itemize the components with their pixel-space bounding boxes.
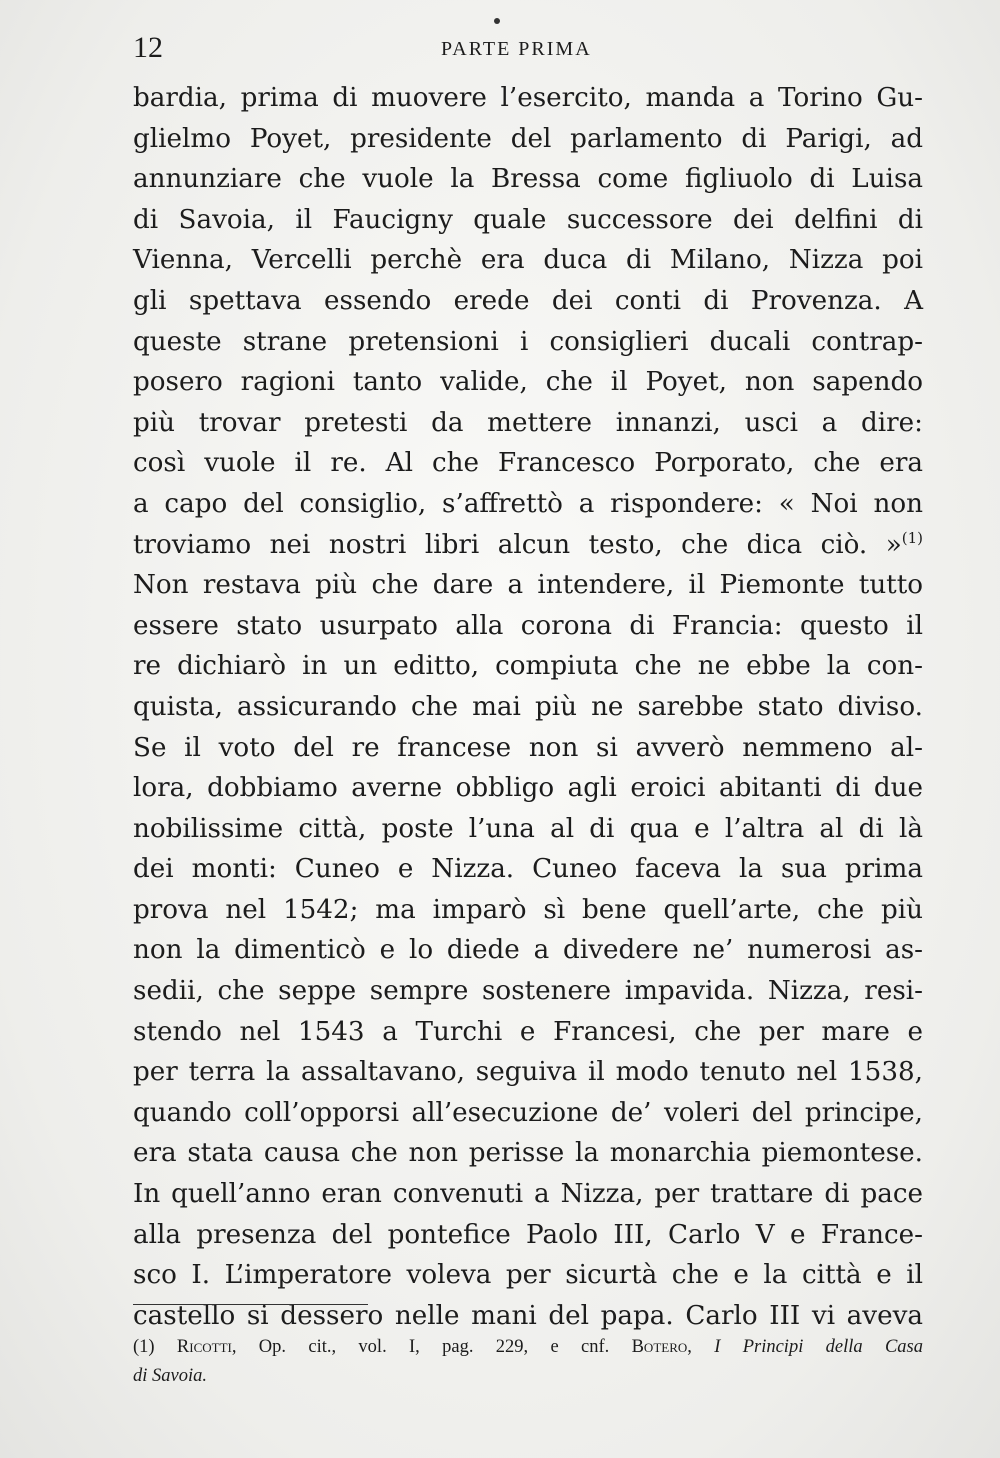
text-line: sedii, che seppe sempre sostenere impavida. Nizza, resi-	[133, 976, 923, 1007]
text-line: In quell’anno eran convenuti a Nizza, per trattare di pace	[133, 1179, 923, 1210]
text-line: Vienna, Vercelli perchè era duca di Milano, Nizza poi	[133, 245, 923, 276]
text-line: annunziare che vuole la Bressa come figliuolo di Luisa	[133, 164, 923, 195]
text-line: quando coll’opporsi all’esecuzione de’ voleri del principe,	[133, 1097, 923, 1128]
footnote-marker: (1)	[133, 1337, 155, 1357]
text-line: gli spettava essendo erede dei conti di Provenza. A	[133, 285, 923, 316]
text-line: queste strane pretensioni i consiglieri ducali contrap-	[133, 326, 923, 357]
text-line-with-footnote-ref	[133, 525, 923, 566]
text-line: Non restava più che dare a intendere, il Piemonte tutto	[133, 570, 923, 601]
text-line: castello si dessero nelle mani del papa. Carlo III vi aveva	[133, 1300, 923, 1331]
text-line: Se il voto del re francese non si avverò nemmeno al-	[133, 732, 923, 763]
text-line: alla presenza del pontefice Paolo III, Carlo V e France-	[133, 1219, 923, 1250]
text-line: così vuole il re. Al che Francesco Porporato, che era	[133, 448, 923, 479]
print-speck	[494, 18, 500, 24]
text-line: glielmo Poyet, presidente del parlamento di Parigi, ad	[133, 123, 923, 154]
footnote-reference[interactable]: (1)	[901, 528, 923, 547]
footnote-line: (1) Ricotti, Op. cit., vol. I, pag. 229, e cnf. Botero, I Principi della Casa	[133, 1337, 924, 1357]
footnote-line	[133, 1362, 923, 1391]
text-line: a capo del consiglio, s’affrettò a rispondere: « Noi non	[133, 488, 923, 519]
text-line-content: troviamo nei nostri libri alcun testo, che dica ciò. »	[133, 529, 902, 560]
text-line: di Savoia, il Faucigny quale successore dei delfini di	[133, 204, 923, 235]
footnote-author: Botero	[631, 1337, 688, 1357]
text-line: essere stato usurpato alla corona di Francia: questo il	[133, 610, 923, 641]
footnote-citation: , Op. cit., vol. I, pag. 229, e cnf.	[231, 1337, 610, 1357]
text-line: lora, dobbiamo averne obbligo agli eroici abitanti di due	[133, 773, 923, 804]
running-head: PARTE PRIMA	[441, 38, 592, 60]
footnote-divider	[133, 1304, 368, 1305]
footnote-title: I Principi della Casa	[714, 1337, 924, 1357]
footnote	[133, 1333, 923, 1391]
body-text	[133, 78, 923, 1336]
text-line: dei monti: Cuneo e Nizza. Cuneo faceva la sua prima	[133, 854, 923, 885]
text-line: re dichiarò in un editto, compiuta che ne ebbe la con-	[133, 651, 923, 682]
footnote-author: Ricotti	[176, 1337, 232, 1357]
text-line: sco I. L’imperatore voleva per sicurtà che e la città e il	[133, 1260, 923, 1291]
text-line: stendo nel 1543 a Turchi e Francesi, che per mare e	[133, 1016, 923, 1047]
text-line: non la dimenticò e lo diede a divedere ne’ numerosi as-	[133, 935, 923, 966]
footnote-title: di Savoia.	[133, 1366, 207, 1386]
text-line: quista, assicurando che mai più ne sarebbe stato diviso.	[133, 691, 923, 722]
text-line: bardia, prima di muovere l’esercito, manda a Torino Gu-	[133, 83, 923, 113]
text-line: prova nel 1542; ma imparò sì bene quell’arte, che più	[133, 894, 923, 925]
text-line: per terra la assaltavano, seguiva il modo tenuto nel 1538,	[133, 1057, 923, 1088]
text-line: era stata causa che non perisse la monarchia piemontese.	[133, 1138, 923, 1169]
text-line: più trovar pretesti da mettere innanzi, usci a dire:	[133, 407, 923, 438]
page-number: 12	[133, 31, 163, 64]
text-line: nobilissime città, poste l’una al di qua e l’altra al di là	[133, 813, 923, 844]
page-header	[133, 30, 928, 70]
text-line: posero ragioni tanto valide, che il Poyet, non sapendo	[133, 367, 923, 398]
